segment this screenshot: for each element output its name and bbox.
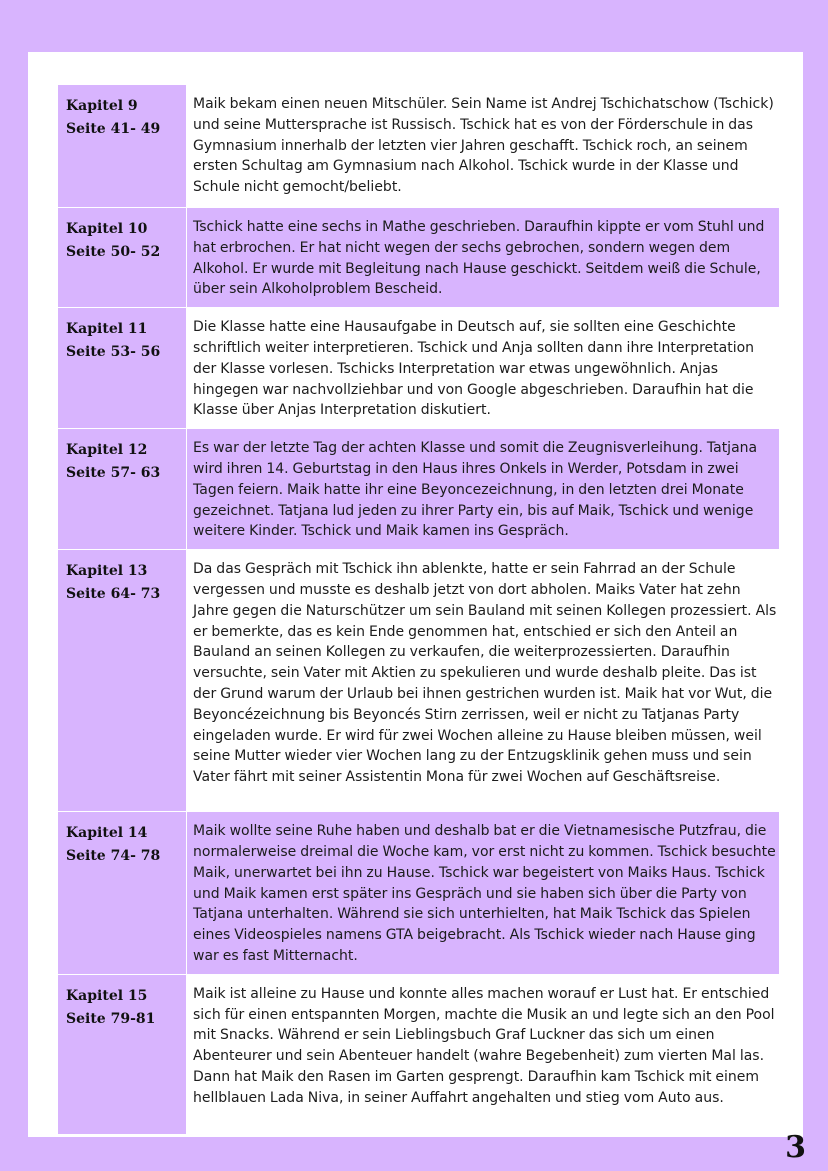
- chapter-row: [58, 208, 780, 308]
- chapter-summary: Tschick hatte eine sechs in Mathe geschrieben. Daraufhin kippte er vom Stuhl und hat erbrochen. Er hat nicht wegen der sechs gebrochen, sondern wegen dem Alkohol. Er wurde mit Begleitung nach Hause geschickt. Seitdem weiß die Schule, über sein Alkoholproblem Bescheid.: [187, 208, 780, 308]
- chapter-label: [58, 812, 187, 975]
- page-range: Seite 41- 49: [66, 121, 161, 137]
- chapter-row: [58, 974, 780, 1134]
- chapter-summary: Maik ist alleine zu Hause und konnte alles machen worauf er Lust hat. Er entschied sich für einen entspannten Morgen, machte die Musik an und legte sich an den Pool mit Snacks. Während er sein Lieblingsbuch Graf Luckner das sich um einen Abenteurer und sein Abenteuer handelt (wahre Begebenheit) zum vierten Mal las. Dann hat Maik den Rasen im Garten gesprengt. Daraufhin kam Tschick mit einem hellblauen Lada Niva, in seiner Auffahrt angehalten und stieg vom Auto aus.: [187, 974, 780, 1134]
- chapter-label: [58, 550, 187, 812]
- page-range: Seite 50- 52: [66, 244, 161, 260]
- page-range: Seite 53- 56: [66, 344, 161, 361]
- chapter-row: [58, 812, 780, 975]
- chapter-label: [58, 308, 187, 429]
- chapter-label: [58, 429, 187, 550]
- chapter-number: Kapitel 12: [66, 442, 148, 459]
- chapter-label: [58, 85, 187, 208]
- chapter-label: [58, 974, 187, 1134]
- chapter-summary: Die Klasse hatte eine Hausaufgabe in Deutsch auf, sie sollten eine Geschichte schriftlich weiter interpretieren. Tschick und Anja sollten dann ihre Interpretation der Klasse vorlesen. Tschicks Interpretation war etwas ungewöhnlich. Anjas hingegen war nachvollziehbar und von Google abgeschrieben. Daraufhin hat die Klasse über Anjas Interpretation diskutiert.: [187, 308, 780, 429]
- chapter-summary: Es war der letzte Tag der achten Klasse und somit die Zeugnisverleihung. Tatjana wird ihren 14. Geburtstag in den Haus ihres Onkels in Werder, Potsdam in zwei Tagen feiern. Maik hatte ihr eine Beyoncezeichnung, in den letzten drei Monate gezeichnet. Tatjana lud jeden zu ihrer Party ein, bis auf Maik, Tschick und wenige weitere Kinder. Tschick und Maik kamen ins Gespräch.: [187, 429, 780, 550]
- chapter-summary-table: [57, 84, 780, 1135]
- page-number: 3: [785, 1130, 806, 1165]
- chapter-number: Kapitel 9: [66, 98, 138, 114]
- chapter-row: [58, 550, 780, 812]
- page-range: Seite 74- 78: [66, 848, 161, 865]
- chapter-number: Kapitel 13: [66, 563, 148, 580]
- chapter-number: Kapitel 10: [66, 221, 148, 237]
- page-range: Seite 57- 63: [66, 465, 161, 482]
- chapter-row: [58, 308, 780, 429]
- page-range: Seite 64- 73: [66, 586, 161, 603]
- chapter-row: [58, 429, 780, 550]
- page-range: Seite 79-81: [66, 1010, 156, 1027]
- chapter-summary: Maik wollte seine Ruhe haben und deshalb bat er die Vietnamesische Putzfrau, die normalerweise dreimal die Woche kam, vor erst nicht zu kommen. Tschick besuchte Maik, unerwartet bei ihn zu Hause. Tschick war begeistert von Maiks Haus. Tschick und Maik kamen erst später ins Gespräch und sie haben sich über die Party von Tatjana unterhalten. Während sie sich unterhielten, hat Maik Tschick das Spielen eines Videospieles namens GTA beigebracht. Als Tschick wieder nach Hause ging war es fast Mitternacht.: [187, 812, 780, 975]
- chapter-row: [58, 85, 780, 208]
- chapter-summary: Da das Gespräch mit Tschick ihn ablenkte, hatte er sein Fahrrad an der Schule vergessen und musste es deshalb jetzt von dort abholen. Maiks Vater hat zehn Jahre gegen die Naturschützer um sein Bauland mit seinen Kollegen prozessiert. Als er bemerkte, das es kein Ende genommen hat, entschied er sich den Anteil an Bauland an seinen Kollegen zu verkaufen, die weiterprozessierten. Daraufhin versuchte, sein Vater mit Aktien zu spekulieren und wurde deshalb pleite. Das ist der Grund warum der Urlaub bei ihnen gestrichen wurden ist. Maik hat vor Wut, die Beyoncézeichnung bis Beyoncés Stirn zerrissen, weil er nicht zu Tatjanas Party eingeladen wurde. Er wird für zwei Wochen alleine zu Hause bleiben müssen, weil seine Mutter wieder vier Wochen lang zu der Entzugsklinik gehen muss und sein Vater fährt mit seiner Assistentin Mona für zwei Wochen auf Geschäftsreise.: [187, 550, 780, 812]
- chapter-number: Kapitel 14: [66, 825, 148, 842]
- chapter-number: Kapitel 15: [66, 987, 148, 1004]
- chapter-label: [58, 208, 187, 308]
- chapter-number: Kapitel 11: [66, 321, 148, 338]
- chapter-summary: Maik bekam einen neuen Mitschüler. Sein Name ist Andrej Tschichatschow (Tschick) und seine Muttersprache ist Russisch. Tschick hat es von der Förderschule in das Gymnasium innerhalb der letzten vier Jahren geschafft. Tschick roch, an seinem ersten Schultag am Gymnasium nach Alkohol. Tschick wurde in der Klasse und Schule nicht gemocht/beliebt.: [187, 85, 780, 208]
